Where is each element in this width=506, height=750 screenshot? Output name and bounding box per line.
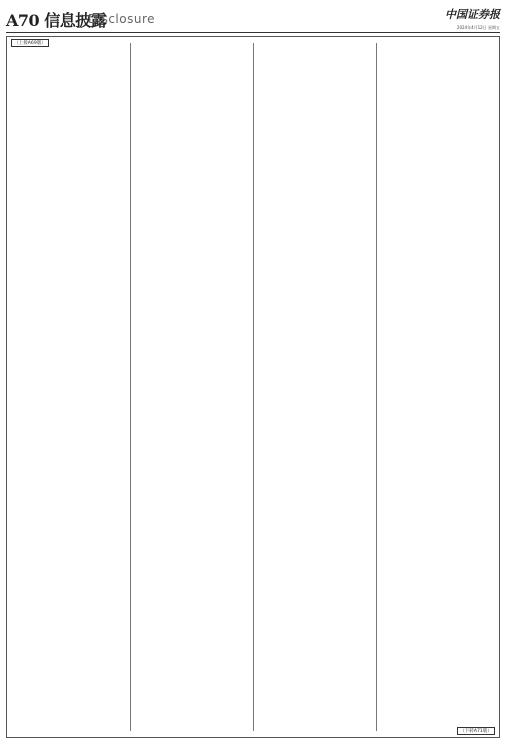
issue-date: 2024年4月12日 星期五 — [456, 25, 500, 30]
column-divider — [253, 43, 254, 731]
section-title-cn: 信息披露 — [44, 11, 107, 30]
newspaper-logo: 中国证券报 — [445, 8, 500, 21]
disclosure-table-frame — [6, 36, 500, 738]
continued-from-label: （上接A69版） — [11, 39, 49, 47]
masthead-rule — [6, 32, 500, 33]
column-divider — [376, 43, 377, 731]
continued-on-label: （下转A71版） — [457, 727, 495, 735]
masthead — [6, 6, 500, 32]
column-divider — [130, 43, 131, 731]
page-number: A70 — [6, 11, 40, 30]
section-title-en: Disclosure — [88, 12, 156, 26]
